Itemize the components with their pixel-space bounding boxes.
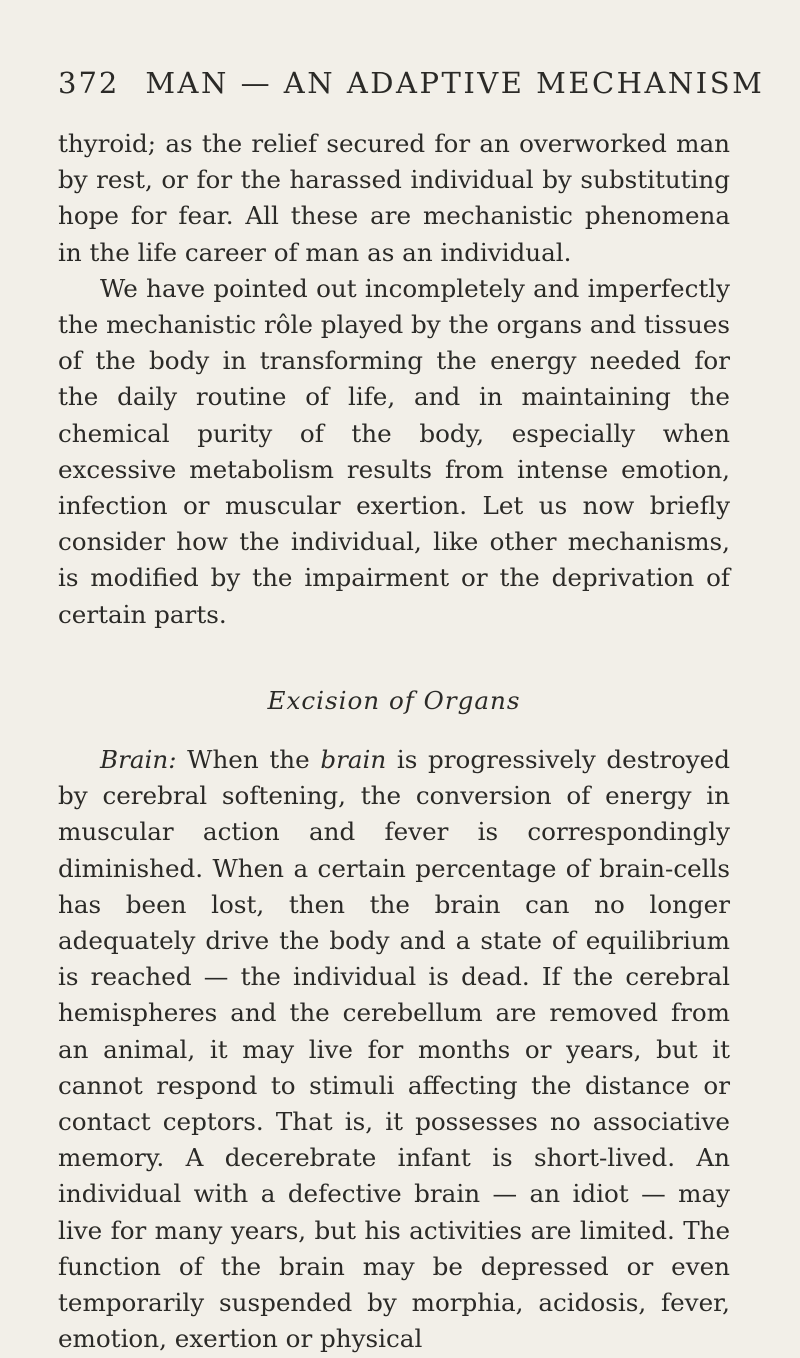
paragraph-text-a: When the: [176, 745, 321, 775]
paragraph-lead: Brain:: [100, 745, 177, 775]
paragraph-1: thyroid; as the relief secured for an overworked man by rest, or for the harassed individual by substituting hope for fear. All these are mechanistic phenomena in the life career of man as an individual.: [58, 129, 730, 267]
paragraph-2: We have pointed out incompletely and imperfectly the mechanistic rôle played by the organs and tissues of the body in transforming the energy needed for the daily routine of life, and in maintaining the chemical purity of the body, especially when excessive metabolism results from intense emotion, infection or muscular exertion. Let us now briefly consider how the individual, like other mechanisms, is modified by the impairment or the deprivation of certain parts.: [58, 273, 730, 629]
book-page: [58, 66, 765, 1358]
section-heading: Excision of Organs: [267, 685, 521, 715]
running-title: MAN — AN ADAPTIVE MECHANISM: [145, 66, 765, 100]
paragraph-3: [58, 742, 730, 1357]
running-head: [58, 66, 765, 100]
paragraph-emphasis: brain: [320, 745, 387, 775]
paragraph-text-b: is progressively destroyed by cerebral softening, the conversion of energy in muscular action and fever is correspondingly diminished. When a certain percentage of brain-cells has been lost, then the brain can no longer adequately drive the body and a state of equilibrium is reached — the individual is dead. If the cerebral hemispheres and the cerebellum are removed from an animal, it may live for months or years, but it cannot respond to stimuli affecting the distance or contact ceptors. That is, it possesses no associative memory. A decerebrate infant is short-lived. An individual with a defective brain — an idiot — may live for many years, but his activities are limited. The function of the brain may be depressed or even temporarily suspended by morphia, acidosis, fever, emotion, exertion or physical: [58, 745, 730, 1354]
page-number: 372: [58, 66, 120, 100]
